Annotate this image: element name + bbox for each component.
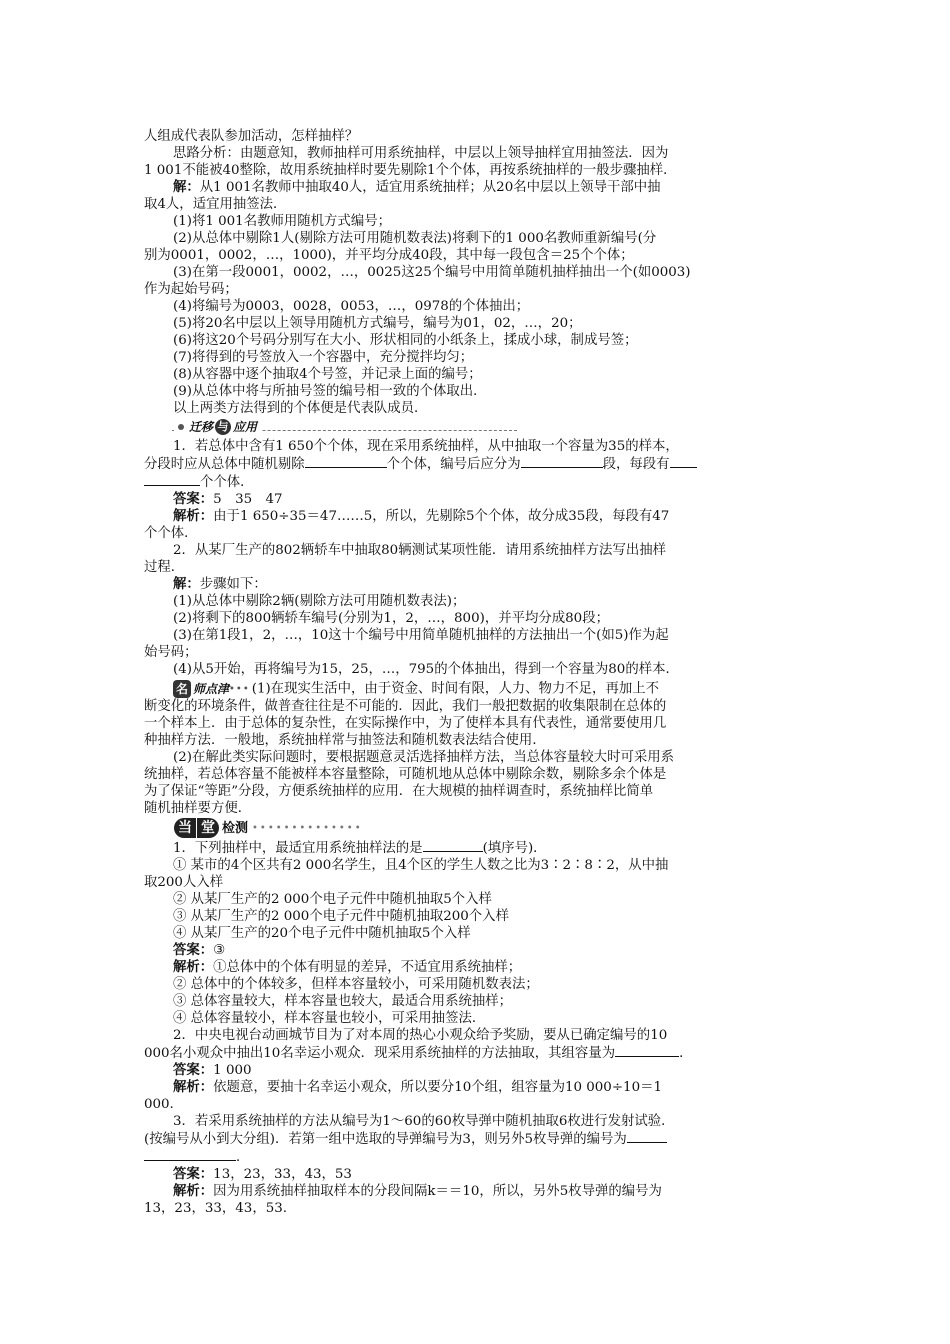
- document-page: [144, 128, 808, 1217]
- text-line: 个个体．: [144, 526, 198, 541]
- text-line: 断变化的环境条件，做普查往往是不可能的．因此，我们一般把数据的收集限制在总体的: [144, 699, 667, 714]
- dotted-leader: ••••••••••••••: [252, 822, 363, 834]
- text-line: (2)在解此类实际问题时，要根据题意灵活选择抽样方法，当总体容量较大时可采用系: [173, 750, 675, 765]
- answer-blank: [521, 455, 603, 468]
- option-line: ③ 从某厂生产的2 000个电子元件中随机抽取200个入样: [173, 909, 509, 924]
- option-line: ④ 从某厂生产的20个电子元件中随机抽取5个入样: [173, 926, 471, 941]
- answer-blank: [615, 1044, 679, 1057]
- text-line: 作为起始号码；: [144, 282, 238, 297]
- step-line: (1)从总体中剔除2辆(剔除方法可用随机数表法)；: [173, 594, 466, 609]
- teacher-tips-tag: 名 师点津 •••: [173, 680, 252, 698]
- explanation-line: 解析：①总体中的个体有明显的差异，不适宜用系统抽样；: [173, 960, 522, 975]
- explanation-line: 解析：依题意，要抽十名幸运小观众，所以要分10个组，组容量为10 000÷10＝1: [173, 1080, 662, 1095]
- question-line: (按编号从小到大分组)．若第一组中选取的导弹编号为3，则另外5枚导弹的编号为: [144, 1130, 808, 1148]
- solution-label: 解：: [173, 180, 200, 195]
- text-line: 随机抽样要方便．: [144, 801, 252, 816]
- question-line: 000名小观众中抽出10名幸运小观众．现采用系统抽样的方法抽取，其组容量为 ．: [144, 1046, 693, 1061]
- text-line: 始号码；: [144, 645, 198, 660]
- step-line: (4)从5开始，再将编号为15，25，…，795的个体抽出，得到一个容量为80的样本．: [173, 662, 679, 677]
- text-line: 人组成代表队参加活动，怎样抽样？: [144, 129, 359, 144]
- teacher-tips-line: 名 师点津 ••• (1)在现实生活中，由于资金、时间有限，人力、物力不足，再加上不: [144, 680, 808, 698]
- answer-blank: [627, 1130, 667, 1143]
- section-badge-left: 当: [174, 818, 196, 838]
- text-line: 取4人，适宜用抽签法．: [144, 197, 287, 212]
- question-line: 2．中央电视台动画城节目为了对本周的热心小观众给予奖励，要从已确定编号的10: [173, 1028, 668, 1043]
- text-line: 思路分析：由题意知，教师抽样可用系统抽样，中层以上领导抽样宜用抽签法．因为: [173, 146, 669, 161]
- answer-blank: [144, 1148, 236, 1161]
- question-line: 2．从某厂生产的802辆轿车中抽取80辆测试某项性能．请用系统抽样方法写出抽样: [173, 543, 667, 558]
- explanation-line: ② 总体中的个体较多，但样本容量较小，可采用随机数表法；: [173, 977, 539, 992]
- text-line: 一个样本上．由于总体的复杂性，在实际操作中，为了使样本具有代表性，通常要使用几: [144, 716, 667, 731]
- step-line: (7)将得到的号签放入一个容器中，充分搅拌均匀；: [173, 350, 474, 365]
- step-line: (2)将剩下的800辆轿车编号(分别为1，2，…，800)，并平均分成80段；: [173, 611, 609, 626]
- step-line: (4)将编号为0003，0028，0053，…，0978的个体抽出；: [173, 299, 530, 314]
- question-line: 分段时应从总体中随机剔除 个个体，编号后应分为 段，每段有: [144, 455, 808, 473]
- step-line: (5)将20名中层以上领导用随机方式编号，编号为01，02，…，20；: [173, 316, 582, 331]
- explanation-line: ④ 总体容量较小，样本容量也较小，可采用抽签法．: [173, 1011, 486, 1026]
- option-line: ① 某市的4个区共有2 000名学生，且4个区的学生人数之比为3∶2∶8∶2，从中抽: [173, 858, 669, 873]
- text-line: 1 001不能被40整除，故用系统抽样时要先剔除1个个体，再按系统抽样的一般步骤抽样．: [144, 163, 677, 178]
- step-line: (9)从总体中将与所抽号签的编号相一致的个体取出．: [173, 384, 487, 399]
- answer-blank: [670, 455, 697, 468]
- question-line: 个个体．: [144, 473, 808, 491]
- text-line: 统抽样，若总体容量不能被样本容量整除，可随机地从总体中剔除余数，剔除多余个体是: [144, 767, 667, 782]
- answer-line: 答案：5 35 47: [173, 492, 283, 507]
- text-line: 000.: [144, 1097, 174, 1112]
- step-line: (3)在第1段1，2，…，10这十个编号中用简单随机抽样的方法抽出一个(如5)作为起: [173, 628, 669, 643]
- step-line: (6)将这20个号码分别写在大小、形状相同的小纸条上，揉成小球，制成号签；: [173, 333, 638, 348]
- section-tag: 迁移 与 应用: [174, 419, 261, 435]
- answer-blank: [423, 839, 483, 852]
- answer-blank: [144, 473, 200, 486]
- explanation-line: 解析：由于1 650÷35＝47……5，所以，先剔除5个个体，故分成35段，每段有47: [173, 509, 670, 524]
- text-line: 为了保证“等距”分段，方便系统抽样的应用．在大规模的抽样调查时，系统抽样比简单: [144, 784, 654, 799]
- text-line: 种抽样方法．一般地，系统抽样常与抽签法和随机数表法结合使用．: [144, 733, 546, 748]
- step-line: (2)从总体中剔除1人(剔除方法可用随机数表法)将剩下的1 000名教师重新编号(分: [173, 231, 657, 246]
- answer-line: 答案：③: [173, 943, 226, 958]
- bullet-icon: [178, 424, 184, 430]
- step-line: (8)从容器中逐个抽取4个号签，并记录上面的编号；: [173, 367, 482, 382]
- explanation-line: ③ 总体容量较大，样本容量也较大，最适合用系统抽样；: [173, 994, 513, 1009]
- step-line: (3)在第一段0001，0002，…，0025这25个编号中用简单随机抽样抽出一个(如0003): [173, 265, 691, 280]
- question-line: 3．若采用系统抽样的方法从编号为1～60的60枚导弹中随机抽取6枚进行发射试验．: [173, 1114, 675, 1129]
- step-line: (1)将1 001名教师用随机方式编号；: [173, 214, 391, 229]
- question-line: 1．若总体中含有1 650个个体，现在采用系统抽样，从中抽取一个容量为35的样本，: [173, 439, 679, 454]
- tips-badge-icon: 名: [173, 680, 191, 698]
- question-line: ．: [144, 1148, 808, 1166]
- question-line: 1．下列抽样中，最适宜用系统抽样法的是 (填序号)．: [173, 841, 547, 856]
- text-line: 别为0001，0002，…，1000)，并平均分成40段，其中每一段包含＝25个个体；: [144, 248, 634, 263]
- text-line: 13，23，33，43，53.: [144, 1201, 288, 1216]
- explanation-line: 解析：因为用系统抽样抽取样本的分段间隔k＝＝10，所以，另外5枚导弹的编号为: [173, 1184, 662, 1199]
- answer-line: 答案：1 000: [173, 1063, 252, 1078]
- solution-line: 解：步骤如下：: [173, 577, 267, 592]
- question-line: 过程．: [144, 560, 185, 575]
- answer-line: 答案：13，23，33，43，53: [173, 1167, 352, 1182]
- option-line: ② 从某厂生产的2 000个电子元件中随机抽取5个入样: [173, 892, 492, 907]
- answer-blank: [305, 455, 387, 468]
- section-header-classroom-test: 当 堂 检测 ••••••••••••••: [174, 817, 808, 839]
- solution-line: 解：从1 001名教师中抽取40人，适宜用系统抽样；从20名中层以上领导干部中抽: [173, 180, 661, 195]
- section-badge-right: 堂: [197, 818, 219, 838]
- option-line: 取200人入样: [144, 875, 224, 890]
- text-line: 以上两类方法得到的个体便是代表队成员．: [173, 401, 428, 416]
- section-header-transfer: [144, 418, 808, 438]
